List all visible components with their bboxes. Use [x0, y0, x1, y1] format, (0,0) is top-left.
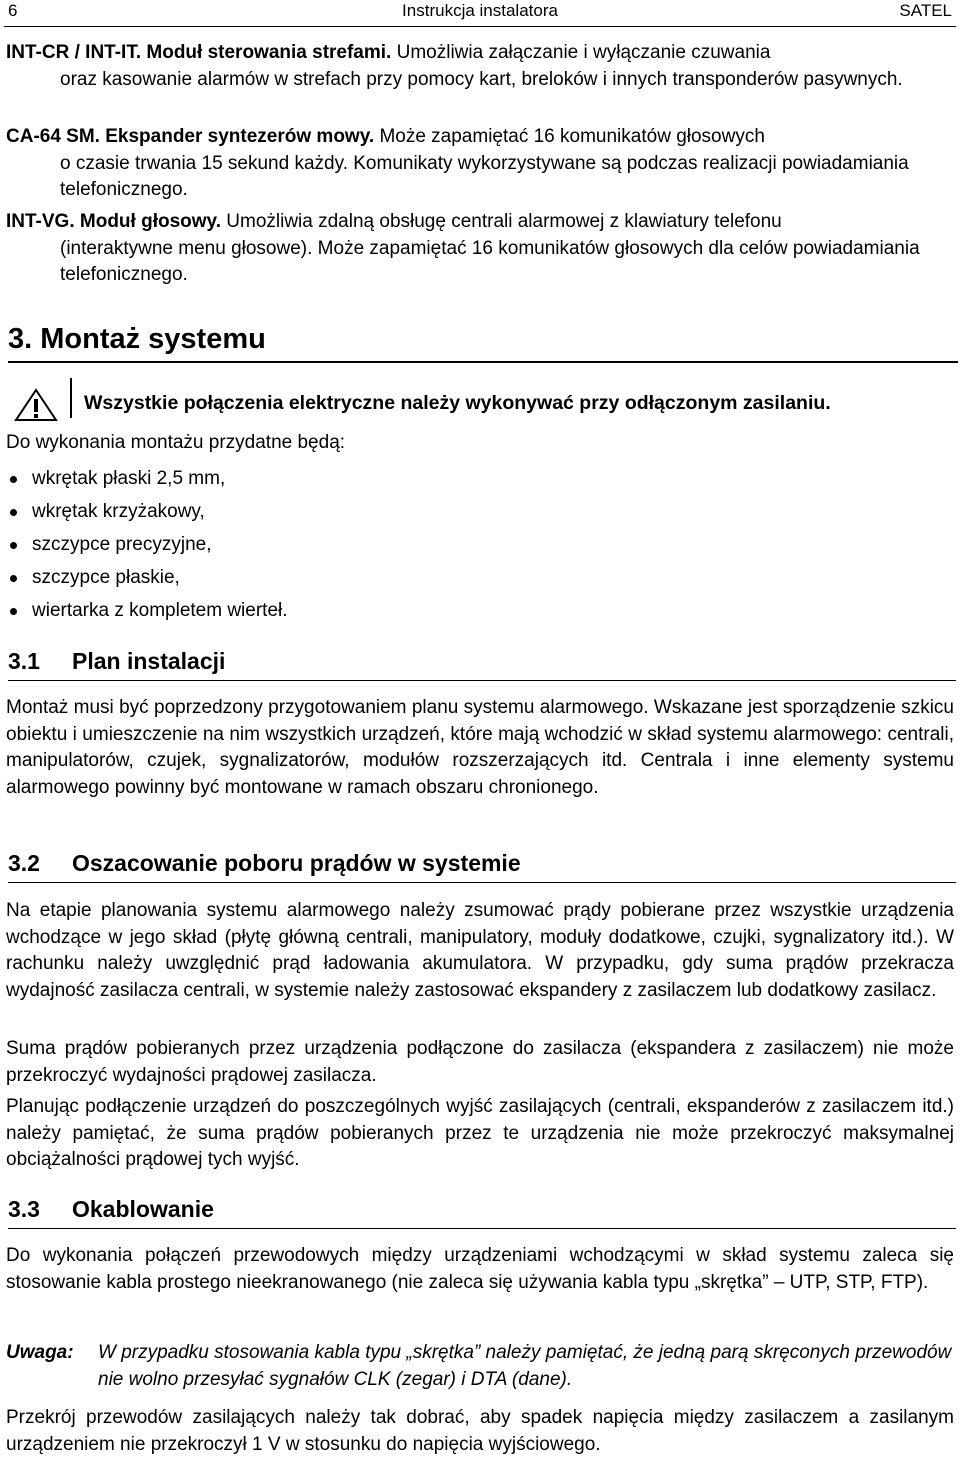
- section-number: 3.1: [8, 648, 40, 674]
- warning-box: [8, 376, 956, 426]
- list-item: szczypce precyzyjne,: [8, 528, 288, 561]
- section-number: 3.3: [8, 1196, 40, 1222]
- section-3-2-paragraph-2: Suma prądów pobieranych przez urządzenia podłączone do zasilacza (ekspandera z zasilaczem) nie może przekroczyć wydajności prądowej zasilacza.: [6, 1038, 954, 1086]
- page-number: 6: [8, 1, 18, 20]
- list-item: wkrętak krzyżakowy,: [8, 495, 288, 528]
- section-3-1-heading: [8, 648, 956, 681]
- list-item: wkrętak płaski 2,5 mm,: [8, 462, 288, 495]
- section-3-2-paragraph-3: Planując podłączenie urządzeń do poszczególnych wyjść zasilających (centrali, ekspanderów z zasilaczem itd.) należy pamiętać, że suma prądów pobieranych przez te urządzenia nie może przekroczyć maksymalnej obciążalności prądowej tych wyjść.: [6, 1096, 954, 1170]
- module-entry-ca64-sm: [6, 124, 954, 204]
- list-item: wiertarka z kompletem wierteł.: [8, 594, 288, 627]
- tools-intro: Do wykonania montażu przydatne będą:: [6, 432, 346, 453]
- module-text-cont: (interaktywne menu głosowe). Może zapamiętać 16 komunikatów głosowych dla celów powiadamiania telefonicznego.: [60, 237, 920, 285]
- module-text: Umożliwia zdalną obsługę centrali alarmowej z klawiatury telefonu: [226, 211, 782, 232]
- section-3-3-paragraph-1: Do wykonania połączeń przewodowych między urządzeniami wchodzącymi w skład systemu zaleca się stosowanie kabla prostego nieekranowanego (nie zaleca się używania kabla typu „skrętka” – UTP, STP, FTP).: [6, 1245, 954, 1293]
- module-text-cont: oraz kasowanie alarmów w strefach przy pomocy kart, breloków i innych transponderów pasywnych.: [60, 68, 903, 90]
- page-header: [4, 0, 956, 27]
- section-3-2-paragraph-1: Na etapie planowania systemu alarmowego należy zsumować prądy pobierane przez wszystkie urządzenia wchodzące w jego skład (płytę główną centrali, manipulatory, moduły dodatkowe, czujki, sygnalizatory itd.). W rachunku należy uwzględnić prąd ładowania akumulatora. W przypadku, gdy suma prądów przekracza wydajność zasilacza centrali, w systemie należy zastosować ekspandery z zasilaczem lub dodatkowy zasilacz.: [6, 900, 954, 1001]
- section-3-heading: 3. Montaż systemu: [8, 323, 958, 363]
- module-term: CA-64 SM. Ekspander syntezerów mowy.: [6, 126, 375, 147]
- note-text: W przypadku stosowania kabla typu „skrętka” należy pamiętać, że jedną parą skręconych przewodów nie wolno przesyłać sygnałów CLK (zegar) i DTA (dane).: [98, 1342, 952, 1390]
- warning-divider: [70, 378, 72, 418]
- section-title: Plan instalacji: [72, 648, 226, 674]
- module-term: INT-VG. Moduł głosowy.: [6, 211, 221, 232]
- section-3-3-heading: [8, 1196, 956, 1229]
- section-3-1-text: Montaż musi być poprzedzony przygotowaniem planu systemu alarmowego. Wskazane jest sporządzenie szkicu obiektu i umieszczenie na nim wszystkich urządzeń, które mają wchodzić w skład systemu alarmowego: centrali, manipulatorów, czujek, sygnalizatorów, modułów rozszerzających itd. Centrala i inne elementy systemu alarmowego powinny być montowane w ramach obszaru chronionego.: [6, 697, 954, 798]
- module-text: Umożliwia załączanie i wyłączanie czuwania: [396, 42, 771, 63]
- module-text-cont: o czasie trwania 15 sekund każdy. Komunikaty wykorzystywane są podczas realizacji powiadamiania telefonicznego.: [60, 152, 909, 200]
- warning-text: Wszystkie połączenia elektryczne należy wykonywać przy odłączonym zasilaniu.: [84, 392, 831, 414]
- section-3-2-heading: [8, 850, 956, 883]
- warning-triangle-icon: [14, 388, 58, 422]
- module-entry-int-cr: [6, 40, 954, 93]
- tools-list: [8, 462, 288, 627]
- module-term: INT-CR / INT-IT. Moduł sterowania strefami.: [6, 42, 392, 63]
- manual-title: Instrukcja instalatora: [402, 1, 558, 20]
- module-entry-int-vg: [6, 209, 954, 289]
- section-number: 3.2: [8, 850, 40, 876]
- note-label: Uwaga:: [6, 1342, 74, 1363]
- brand-name: SATEL: [899, 1, 952, 20]
- list-item: szczypce płaskie,: [8, 561, 288, 594]
- section-3-3-paragraph-2: Przekrój przewodów zasilających należy tak dobrać, aby spadek napięcia między zasilaczem a zasilanym urządzeniem nie przekroczył 1 V w stosunku do napięcia wyjściowego.: [6, 1407, 954, 1455]
- module-text: Może zapamiętać 16 komunikatów głosowych: [379, 126, 765, 147]
- section-title: Okablowanie: [72, 1196, 214, 1222]
- section-title: Oszacowanie poboru prądów w systemie: [72, 850, 521, 876]
